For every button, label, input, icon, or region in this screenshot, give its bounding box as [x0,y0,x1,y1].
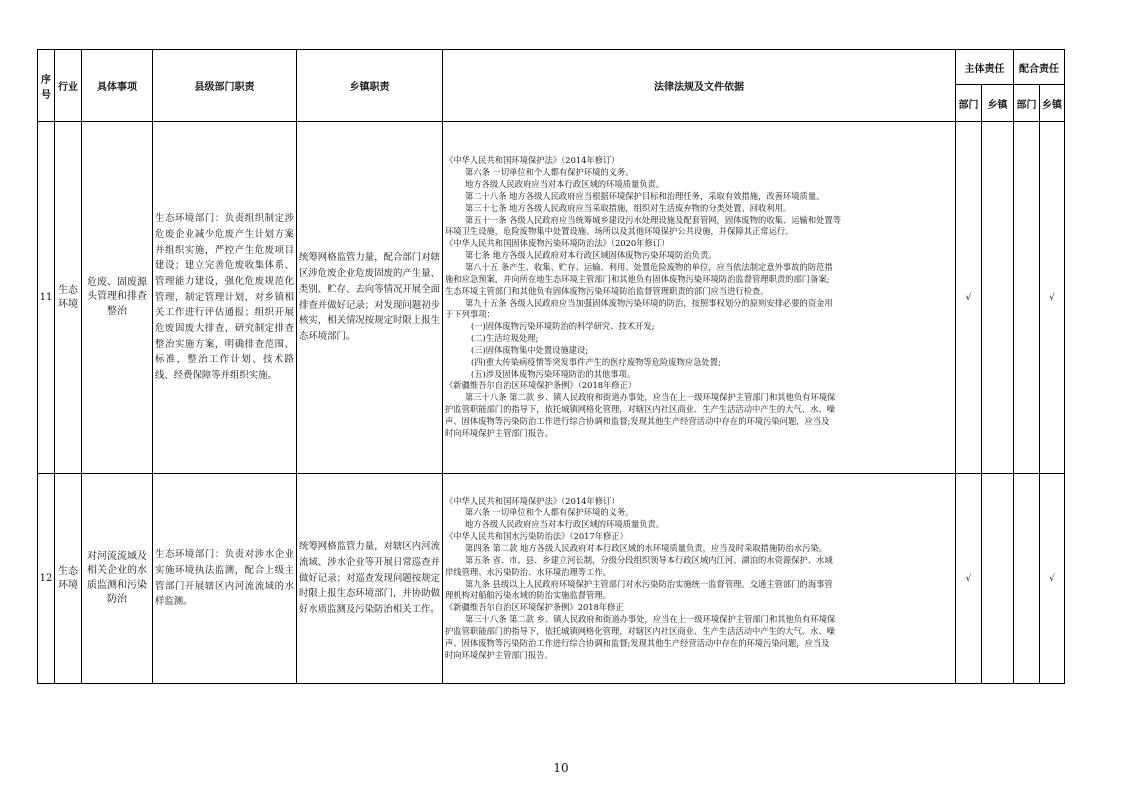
header-law: 法律法规及文件依据 [443,50,956,122]
law-line: 环境卫生设施，危险废物集中处置设施、场所以及其他环境保护公共设施，并保障其正常运行。 [445,226,794,237]
header-county: 县级部门职责 [153,50,297,122]
row-town-duty: 统筹网格监管力量，对辖区内河流流域、涉水企业等开展日常巡查并做好记录；对巡查发现问题按规定时限上报生态环境部门，并协助做好水质监测及污染防治相关工作。 [297,474,443,684]
law-line: 第九条 县级以上人民政府环境保护主管部门对水污染防治实施统一监督管理。交通主管部门的海事管 [465,578,833,589]
header-seq: 序号 [38,50,55,122]
law-line: 第五十一条 各级人民政府应当统筹城乡建设污水处理设施及配套管网，固体废物的收集、运输和处置等 [465,214,842,225]
law-line: 施和应急预案，并向所在地生态环境主管部门和其他负有固体废物污染环境防治监督管理职责的部门备案; [445,273,830,284]
law-line: 《中华人民共和国固体废物污染环境防治法》（2020年修订） [445,238,670,249]
law-line: (五)涉及固体废物污染环境防治的其他事项。 [471,368,636,379]
row-seq: 11 [38,122,55,474]
law-line: 第六条 一切单位和个人都有保护环境的义务。 [465,167,634,178]
row-town-duty: 统筹网格监管力量，配合部门对辖区涉危废企业危废固废的产生量、类别、贮存、去向等情况开展全面排查并做好记录；对发现问题初步核实，相关情况按规定时限上报生态环境部门。 [297,122,443,474]
law-line: (三)固体废物集中处置设施建设; [471,344,589,355]
law-line: 于下列事项： [445,309,495,320]
law-line: 第九十五条 各级人民政府应当加强固体废物污染环境的防治，按照事权划分的原则安排必要的资金用 [465,297,833,308]
header-main-resp: 主体责任 [956,50,1014,85]
row-item: 危废、固废源头管理和排查整治 [82,122,153,474]
table-row [38,474,1065,684]
law-line: 《新疆维吾尔自治区环境保护条例》2018年修正 [445,602,624,613]
law-line: 时向环境保护主管部门报告。 [445,649,553,660]
law-line: 第六条 一切单位和个人都有保护环境的义务。 [465,507,634,518]
law-line: 《新疆维吾尔自治区环境保护条例》（2018年修正） [445,380,637,391]
header-main-town: 乡镇 [982,85,1014,122]
law-line: (一)固体废物污染环境防治的科学研究、技术开发; [471,321,655,332]
row-county-duty: 生态环境部门：负责组织制定涉危废企业减少危废产生计划方案并组织实施，严控产生危废项目建设；建立完善危废收集体系、管理能力建设，强化危废规范化管理，制定管理计划，对乡镇相关工作进行评估通报；组织开展危废固废大排查，研究制定排查整治实施方案，明确排查范围、标准，整治工作计划、技术路线、经费保障等并组织实施。 [153,122,297,474]
law-line: 《中华人民共和国环境保护法》（2014年修订） [445,495,620,506]
row-county-duty: 生态环境部门：负责对涉水企业实施环境执法监测，配合上级主管部门开展辖区内河流流域的水样监测。 [153,474,297,684]
law-line: 时向环境保护主管部门报告。 [445,427,553,438]
table-row [38,122,1065,474]
law-line: 第五条 省、市、县、乡建立河长制，分级分段组织领导本行政区域内江河、湖泊的水资源保护、水域 [465,554,833,565]
law-line: 第三十八条 第二款 乡、镇人民政府和街道办事处，应当在上一级环境保护主管部门和其他负有环境保 [465,392,836,403]
law-line: 生态环境主管部门和其他负有固体废物污染环境防治监督管理职责的部门应当进行检查。 [445,285,769,296]
law-line: (二)生活垃圾处理; [471,333,539,344]
law-line: 护监管职能部门的指导下，依托城镇网格化管理，对辖区内社区商业、生产生活活动中产生的大气、水、噪 [445,404,835,415]
header-item: 具体事项 [82,50,153,122]
row-main-town-check [982,474,1014,684]
law-line: 《中华人民共和国环境保护法》（2014年修订） [445,155,620,166]
law-line: 第八十五 条产生、收集、贮存、运输、利用、处置危险废物的单位，应当依法制定意外事故的防范措 [465,261,833,272]
row-coop-town-check: √ [1040,474,1065,684]
law-line: 第四条 第二款 地方各级人民政府对本行政区域的水环境质量负责，应当及时采取措施防治水污染。 [465,542,828,553]
law-line: 地方各级人民政府应当对本行政区域的环境质量负责。 [465,519,665,530]
row-coop-dept-check [1014,122,1040,474]
law-line: (四)重大传染病疫情等突发事件产生的医疗废物等危险废物应急处置; [471,356,721,367]
row-coop-town-check: √ [1040,122,1065,474]
header-coop-resp: 配合责任 [1014,50,1065,85]
law-line: 护监管职能部门的指导下，依托城镇网格化管理，对辖区内社区商业、生产生活活动中产生的大气、水、噪 [445,625,835,636]
law-line: 第三十八条 第二款 乡、镇人民政府和街道办事处，应当在上一级环境保护主管部门和其他负有环境保 [465,614,836,625]
law-line: 地方各级人民政府应当对本行政区域的环境质量负责。 [465,179,665,190]
page-number: 10 [553,761,569,775]
row-industry: 生态环境 [55,474,82,684]
header-industry: 行业 [55,50,82,122]
law-line: 第二十八条 地方各级人民政府应当根据环境保护目标和治理任务，采取有效措施，改善环境质量。 [465,190,825,201]
row-coop-dept-check [1014,474,1040,684]
header-coop-town: 乡镇 [1040,85,1065,122]
row-industry: 生态环境 [55,122,82,474]
row-main-dept-check: √ [956,474,982,684]
row-main-dept-check: √ [956,122,982,474]
row-law-basis [443,474,956,684]
law-line: 声、固体废物等污染防治工作进行综合协调和监督;发现其他生产经营活动中存在的环境污染问题，应当及 [445,415,830,426]
law-line: 《中华人民共和国水污染防治法》（2017年修正） [445,531,628,542]
header-main-dept: 部门 [956,85,982,122]
row-item: 对河流流域及相关企业的水质监测和污染防治 [82,474,153,684]
responsibility-table [37,49,1065,684]
row-main-town-check [982,122,1014,474]
law-line: 岸线管理、水污染防治、水环境治理等工作。 [445,566,611,577]
law-line: 声、固体废物等污染防治工作进行综合协调和监督;发现其他生产经营活动中存在的环境污染问题，应当及 [445,637,830,648]
row-law-basis [443,122,956,474]
header-row-1 [38,50,1065,85]
law-line: 理机构对船舶污染水域的防治实施监督管理。 [445,590,611,601]
law-line: 第三十七条 地方各级人民政府应当采取措施，组织对生活废弃物的分类处置、回收利用。 [465,202,792,213]
header-coop-dept: 部门 [1014,85,1040,122]
header-town: 乡镇职责 [297,50,443,122]
law-line: 第七条 地方各级人民政府对本行政区域固体废物污染环境防治负责。 [465,250,717,261]
row-seq: 12 [38,474,55,684]
